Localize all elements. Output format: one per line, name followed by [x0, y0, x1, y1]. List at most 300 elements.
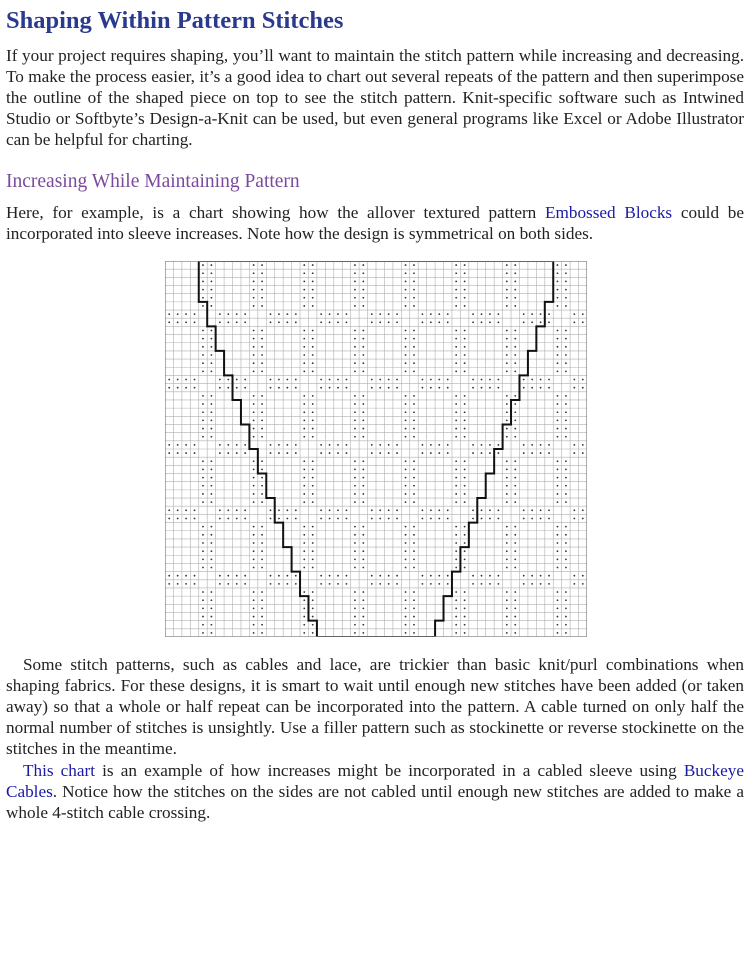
purl-dot: [405, 419, 407, 421]
purl-dot: [253, 338, 255, 340]
purl-dot: [565, 305, 567, 307]
this-chart-link[interactable]: This chart: [23, 761, 96, 780]
purl-dot: [278, 321, 280, 323]
purl-dot: [202, 550, 204, 552]
purl-dot: [354, 346, 356, 348]
purl-dot: [405, 624, 407, 626]
purl-dot: [506, 542, 508, 544]
purl-dot: [464, 591, 466, 593]
purl-dot: [497, 444, 499, 446]
purl-dot: [346, 583, 348, 585]
purl-dot: [464, 272, 466, 274]
purl-dot: [388, 313, 390, 315]
purl-dot: [548, 379, 550, 381]
purl-dot: [506, 526, 508, 528]
purl-dot: [405, 469, 407, 471]
purl-dot: [227, 387, 229, 389]
purl-dot: [379, 379, 381, 381]
purl-dot: [379, 575, 381, 577]
purl-dot: [565, 599, 567, 601]
purl-dot: [557, 264, 559, 266]
purl-dot: [472, 583, 474, 585]
purl-dot: [455, 607, 457, 609]
purl-dot: [362, 558, 364, 560]
purl-dot: [346, 387, 348, 389]
purl-dot: [236, 575, 238, 577]
purl-dot: [540, 387, 542, 389]
purl-dot: [506, 493, 508, 495]
purl-dot: [548, 444, 550, 446]
purl-dot: [455, 419, 457, 421]
purl-dot: [582, 313, 584, 315]
purl-dot: [582, 583, 584, 585]
purl-dot: [531, 509, 533, 511]
purl-dot: [185, 575, 187, 577]
purl-dot: [261, 558, 263, 560]
purl-dot: [295, 509, 297, 511]
purl-dot: [447, 379, 449, 381]
purl-dot: [405, 477, 407, 479]
purl-dot: [405, 526, 407, 528]
purl-dot: [422, 583, 424, 585]
purl-dot: [514, 460, 516, 462]
purl-dot: [168, 583, 170, 585]
purl-dot: [202, 616, 204, 618]
purl-dot: [362, 297, 364, 299]
purl-dot: [337, 452, 339, 454]
purl-dot: [202, 436, 204, 438]
purl-dot: [557, 599, 559, 601]
purl-dot: [303, 338, 305, 340]
purl-dot: [168, 379, 170, 381]
purl-dot: [211, 338, 213, 340]
purl-dot: [472, 387, 474, 389]
purl-dot: [278, 583, 280, 585]
purl-dot: [362, 395, 364, 397]
purl-dot: [329, 379, 331, 381]
purl-dot: [523, 444, 525, 446]
purl-dot: [261, 550, 263, 552]
purl-dot: [455, 281, 457, 283]
purl-dot: [362, 330, 364, 332]
purl-dot: [236, 387, 238, 389]
purl-dot: [489, 444, 491, 446]
purl-dot: [354, 550, 356, 552]
purl-dot: [497, 452, 499, 454]
purl-dot: [354, 567, 356, 569]
purl-dot: [557, 567, 559, 569]
purl-dot: [557, 370, 559, 372]
purl-dot: [497, 583, 499, 585]
purl-dot: [295, 518, 297, 520]
purl-dot: [413, 624, 415, 626]
purl-dot: [261, 330, 263, 332]
purl-dot: [253, 534, 255, 536]
purl-dot: [177, 575, 179, 577]
purl-dot: [464, 370, 466, 372]
purl-dot: [565, 493, 567, 495]
purl-dot: [261, 542, 263, 544]
purl-dot: [202, 501, 204, 503]
purl-dot: [506, 616, 508, 618]
purl-dot: [202, 297, 204, 299]
purl-dot: [362, 550, 364, 552]
purl-dot: [455, 411, 457, 413]
chart-intro-text: Here, for example, is a chart showing how the allover textured pattern: [6, 203, 545, 222]
purl-dot: [177, 509, 179, 511]
purl-dot: [337, 575, 339, 577]
purl-dot: [455, 542, 457, 544]
purl-dot: [565, 297, 567, 299]
purl-dot: [261, 289, 263, 291]
purl-dot: [464, 632, 466, 634]
purl-dot: [413, 297, 415, 299]
purl-dot: [540, 518, 542, 520]
purl-dot: [455, 591, 457, 593]
purl-dot: [286, 518, 288, 520]
purl-dot: [303, 403, 305, 405]
purl-dot: [540, 444, 542, 446]
purl-dot: [312, 330, 314, 332]
purl-dot: [270, 387, 272, 389]
purl-dot: [413, 428, 415, 430]
purl-dot: [447, 452, 449, 454]
purl-dot: [405, 281, 407, 283]
purl-dot: [337, 387, 339, 389]
purl-dot: [413, 395, 415, 397]
purl-dot: [497, 313, 499, 315]
purl-dot: [514, 370, 516, 372]
purl-dot: [303, 330, 305, 332]
purl-dot: [523, 379, 525, 381]
purl-dot: [464, 550, 466, 552]
cabled-sleeve-text: is an example of how increases might be incorporated in a cabled sleeve using: [95, 761, 684, 780]
purl-dot: [303, 281, 305, 283]
purl-dot: [405, 567, 407, 569]
purl-dot: [211, 632, 213, 634]
purl-dot: [506, 338, 508, 340]
purl-dot: [261, 591, 263, 593]
purl-dot: [455, 632, 457, 634]
purl-dot: [548, 575, 550, 577]
purl-dot: [413, 419, 415, 421]
purl-dot: [514, 297, 516, 299]
purl-dot: [514, 558, 516, 560]
purl-dot: [455, 599, 457, 601]
purl-dot: [371, 509, 373, 511]
purl-dot: [464, 607, 466, 609]
purl-dot: [286, 379, 288, 381]
purl-dot: [211, 289, 213, 291]
purl-dot: [464, 599, 466, 601]
purl-dot: [194, 379, 196, 381]
purl-dot: [413, 607, 415, 609]
purl-dot: [337, 518, 339, 520]
purl-dot: [261, 297, 263, 299]
purl-dot: [303, 599, 305, 601]
purl-dot: [422, 313, 424, 315]
purl-dot: [194, 575, 196, 577]
purl-dot: [413, 411, 415, 413]
purl-dot: [514, 550, 516, 552]
purl-dot: [413, 436, 415, 438]
purl-dot: [371, 444, 373, 446]
purl-dot: [177, 452, 179, 454]
purl-dot: [261, 281, 263, 283]
purl-dot: [464, 403, 466, 405]
purl-dot: [481, 379, 483, 381]
purl-dot: [548, 583, 550, 585]
purl-dot: [514, 534, 516, 536]
purl-dot: [244, 518, 246, 520]
purl-dot: [371, 313, 373, 315]
purl-dot: [464, 264, 466, 266]
purl-dot: [236, 379, 238, 381]
purl-dot: [430, 313, 432, 315]
purl-dot: [278, 379, 280, 381]
purl-dot: [540, 313, 542, 315]
purl-dot: [506, 599, 508, 601]
purl-dot: [354, 616, 356, 618]
purl-dot: [582, 387, 584, 389]
purl-dot: [565, 542, 567, 544]
purl-dot: [177, 444, 179, 446]
purl-dot: [202, 281, 204, 283]
purl-dot: [514, 354, 516, 356]
purl-dot: [497, 518, 499, 520]
purl-dot: [354, 428, 356, 430]
purl-dot: [211, 281, 213, 283]
purl-dot: [303, 305, 305, 307]
purl-dot: [354, 493, 356, 495]
purl-dot: [472, 321, 474, 323]
purl-dot: [303, 624, 305, 626]
purl-dot: [464, 501, 466, 503]
purl-dot: [270, 583, 272, 585]
purl-dot: [253, 469, 255, 471]
purl-dot: [312, 289, 314, 291]
purl-dot: [497, 575, 499, 577]
purl-dot: [413, 542, 415, 544]
purl-dot: [557, 338, 559, 340]
purl-dot: [396, 452, 398, 454]
purl-dot: [278, 387, 280, 389]
purl-dot: [565, 272, 567, 274]
purl-dot: [261, 436, 263, 438]
purl-dot: [244, 452, 246, 454]
purl-dot: [337, 321, 339, 323]
purl-dot: [464, 485, 466, 487]
purl-dot: [244, 575, 246, 577]
purl-dot: [354, 501, 356, 503]
purl-dot: [565, 436, 567, 438]
purl-dot: [506, 297, 508, 299]
purl-dot: [185, 387, 187, 389]
purl-dot: [177, 583, 179, 585]
cables-lace-paragraph: Some stitch patterns, such as cables and lace, are trickier than basic knit/purl combinations when shaping fabrics. For these designs, it is smart to wait until enough new stitches have been added (or taken away) so that a whole or half repeat can be incorporated into the pattern. A cable turned on only half the normal number of stitches is unsightly. Use a filler pattern such as stockinette or reverse stockinette on the stitches in the meantime.: [6, 655, 744, 758]
purl-dot: [253, 558, 255, 560]
subsection-heading: Increasing While Maintaining Pattern: [6, 171, 300, 192]
purl-dot: [211, 395, 213, 397]
purl-dot: [489, 518, 491, 520]
purl-dot: [303, 419, 305, 421]
purl-dot: [253, 460, 255, 462]
purl-dot: [405, 501, 407, 503]
purl-dot: [455, 346, 457, 348]
purl-dot: [253, 485, 255, 487]
purl-dot: [354, 460, 356, 462]
purl-dot: [506, 469, 508, 471]
purl-dot: [548, 509, 550, 511]
purl-dot: [573, 575, 575, 577]
purl-dot: [455, 305, 457, 307]
purl-dot: [557, 403, 559, 405]
purl-dot: [346, 452, 348, 454]
purl-dot: [413, 469, 415, 471]
purl-dot: [413, 550, 415, 552]
purl-dot: [211, 542, 213, 544]
purl-dot: [405, 411, 407, 413]
purl-dot: [438, 452, 440, 454]
purl-dot: [523, 583, 525, 585]
purl-dot: [354, 411, 356, 413]
purl-dot: [565, 501, 567, 503]
purl-dot: [202, 607, 204, 609]
purl-dot: [270, 509, 272, 511]
purl-dot: [219, 379, 221, 381]
purl-dot: [565, 264, 567, 266]
purl-dot: [244, 321, 246, 323]
buckeye-cables-link[interactable]: Buckeye Cables: [6, 761, 744, 801]
purl-dot: [514, 485, 516, 487]
purl-dot: [557, 297, 559, 299]
purl-dot: [455, 338, 457, 340]
purl-dot: [329, 575, 331, 577]
purl-dot: [202, 485, 204, 487]
purl-dot: [362, 338, 364, 340]
purl-dot: [388, 583, 390, 585]
purl-dot: [253, 567, 255, 569]
purl-dot: [565, 354, 567, 356]
purl-dot: [548, 313, 550, 315]
purl-dot: [362, 542, 364, 544]
purl-dot: [312, 607, 314, 609]
purl-dot: [565, 346, 567, 348]
purl-dot: [405, 558, 407, 560]
purl-dot: [261, 346, 263, 348]
purl-dot: [540, 509, 542, 511]
purl-dot: [455, 501, 457, 503]
purl-dot: [455, 362, 457, 364]
purl-dot: [371, 321, 373, 323]
purl-dot: [219, 452, 221, 454]
purl-dot: [312, 281, 314, 283]
purl-dot: [362, 616, 364, 618]
purl-dot: [354, 281, 356, 283]
purl-dot: [506, 558, 508, 560]
purl-dot: [295, 583, 297, 585]
purl-dot: [455, 624, 457, 626]
purl-dot: [312, 501, 314, 503]
purl-dot: [261, 493, 263, 495]
purl-dot: [565, 567, 567, 569]
purl-dot: [506, 330, 508, 332]
purl-dot: [219, 575, 221, 577]
purl-dot: [523, 321, 525, 323]
purl-dot: [177, 379, 179, 381]
purl-dot: [286, 509, 288, 511]
purl-dot: [413, 272, 415, 274]
purl-dot: [455, 395, 457, 397]
purl-dot: [405, 534, 407, 536]
purl-dot: [270, 313, 272, 315]
purl-dot: [177, 518, 179, 520]
purl-dot: [312, 272, 314, 274]
purl-dot: [506, 370, 508, 372]
purl-dot: [497, 379, 499, 381]
purl-dot: [211, 297, 213, 299]
purl-dot: [514, 599, 516, 601]
purl-dot: [194, 509, 196, 511]
purl-dot: [253, 591, 255, 593]
purl-dot: [379, 321, 381, 323]
purl-dot: [557, 330, 559, 332]
purl-dot: [202, 370, 204, 372]
purl-dot: [506, 354, 508, 356]
purl-dot: [514, 411, 516, 413]
purl-dot: [472, 518, 474, 520]
purl-dot: [464, 305, 466, 307]
purl-dot: [211, 501, 213, 503]
purl-dot: [430, 518, 432, 520]
purl-dot: [413, 616, 415, 618]
purl-dot: [447, 575, 449, 577]
purl-dot: [405, 403, 407, 405]
stitch-chart-svg: [165, 261, 587, 637]
purl-dot: [413, 264, 415, 266]
purl-dot: [303, 534, 305, 536]
purl-dot: [270, 575, 272, 577]
purl-dot: [261, 395, 263, 397]
purl-dot: [506, 567, 508, 569]
purl-dot: [557, 501, 559, 503]
purl-dot: [211, 599, 213, 601]
purl-dot: [565, 395, 567, 397]
purl-dot: [312, 493, 314, 495]
purl-dot: [168, 509, 170, 511]
purl-dot: [514, 338, 516, 340]
purl-dot: [202, 264, 204, 266]
purl-dot: [227, 379, 229, 381]
chart-intro-text-end: could be incorporated into sleeve increases. Note how the design is symmetrical on both sides.: [6, 203, 744, 243]
purl-dot: [565, 338, 567, 340]
purl-dot: [464, 477, 466, 479]
purl-dot: [413, 354, 415, 356]
purl-dot: [261, 567, 263, 569]
purl-dot: [202, 493, 204, 495]
purl-dot: [371, 452, 373, 454]
purl-dot: [557, 354, 559, 356]
purl-dot: [312, 485, 314, 487]
purl-dot: [514, 289, 516, 291]
purl-dot: [430, 583, 432, 585]
purl-dot: [413, 346, 415, 348]
purl-dot: [422, 379, 424, 381]
purl-dot: [497, 509, 499, 511]
embossed-blocks-link[interactable]: Embossed Blocks: [545, 203, 673, 222]
purl-dot: [405, 550, 407, 552]
purl-dot: [514, 362, 516, 364]
